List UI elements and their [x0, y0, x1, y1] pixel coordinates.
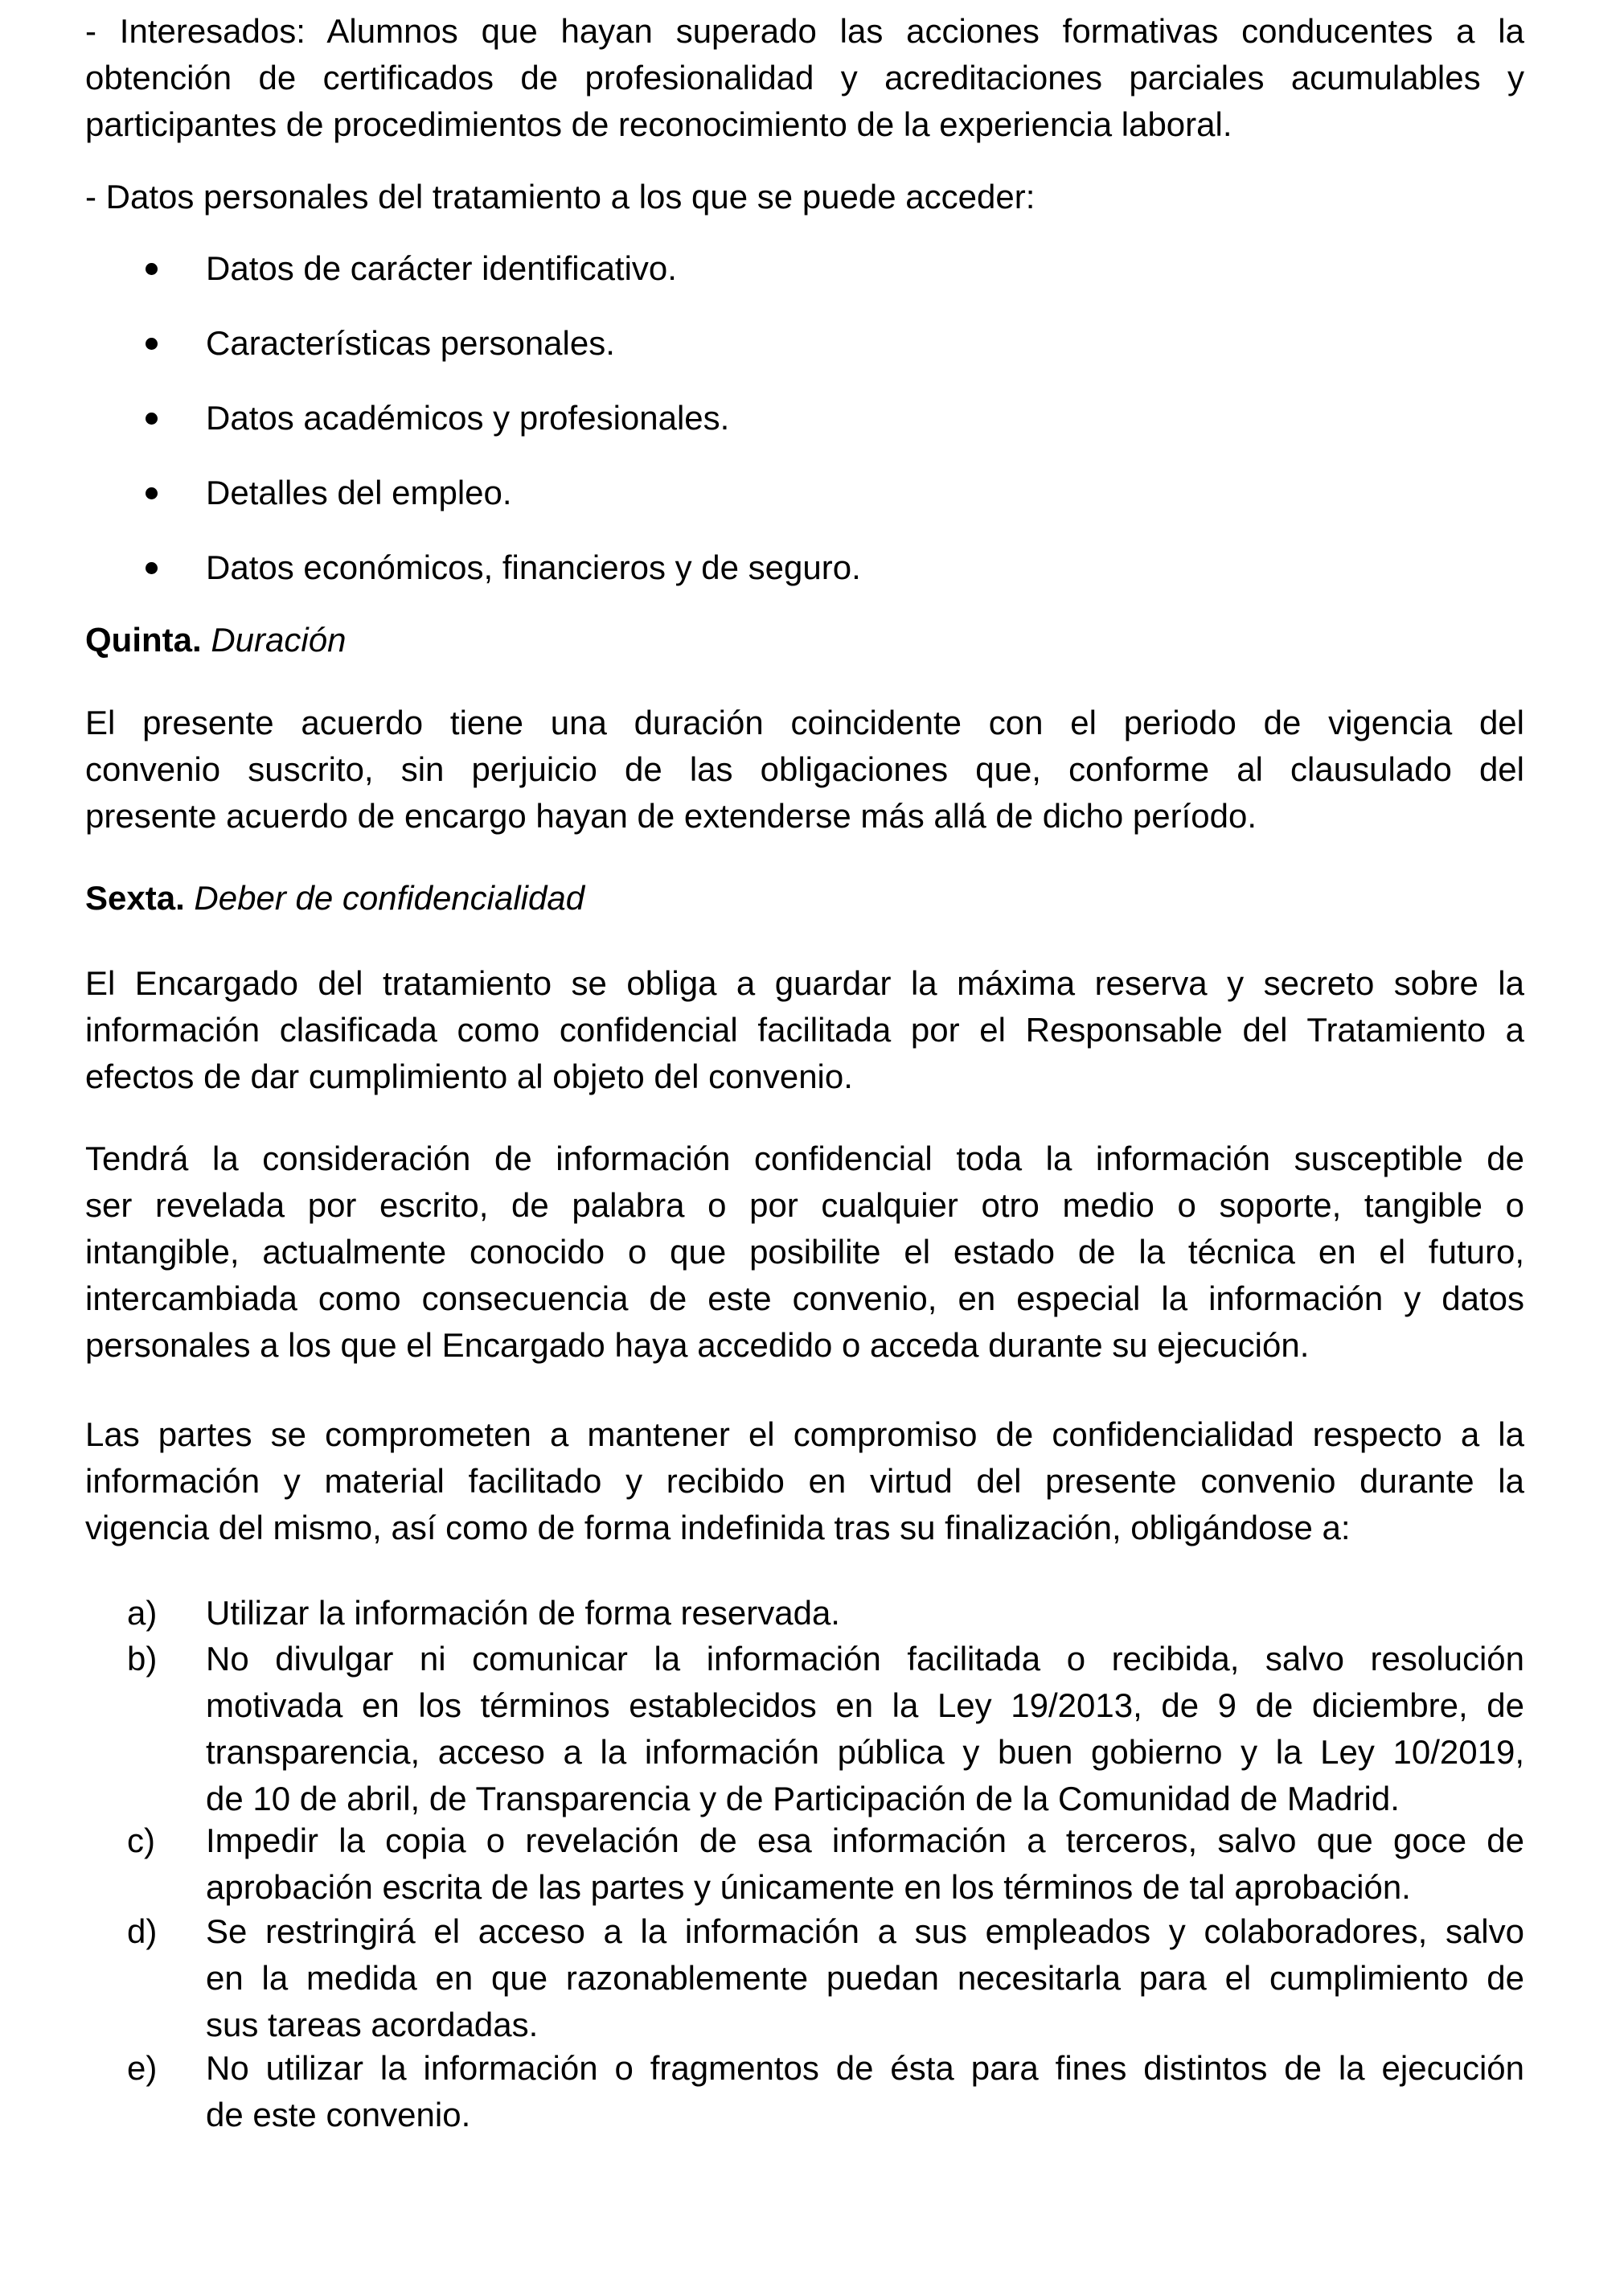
- text-line: motivada en los términos establecidos en la Ley 19/2013, de 9 de diciembre, de: [206, 1686, 1524, 1724]
- text-line: Impedir la copia o revelación de esa información a terceros, salvo que goce de: [206, 1821, 1524, 1859]
- paragraph-confidencialidad-2: [85, 1136, 1524, 1369]
- text-line: El Encargado del tratamiento se obliga a guardar la máxima reserva y secreto sobre la: [85, 964, 1524, 1002]
- list-marker: d): [127, 1912, 158, 1951]
- list-marker: b): [127, 1639, 158, 1678]
- clause-title: Duración: [211, 621, 347, 659]
- list-item-text: Datos de carácter identificativo.: [206, 249, 677, 287]
- text-line: intangible, actualmente conocido o que posibilite el estado de la técnica en el futuro,: [85, 1233, 1524, 1271]
- text-line: convenio suscrito, sin perjuicio de las obligaciones que, conforme al clausulado del: [85, 750, 1524, 788]
- list-item-text: [206, 1590, 1524, 1637]
- list-item: [85, 544, 1524, 591]
- text-line: El presente acuerdo tiene una duración coincidente con el periodo de vigencia del: [85, 704, 1524, 741]
- paragraph-datos-personales: [85, 174, 1524, 220]
- text-line: ser revelada por escrito, de palabra o por cualquier otro medio o soporte, tangible o: [85, 1186, 1524, 1224]
- list-marker: a): [127, 1594, 158, 1632]
- text-line: obtención de certificados de profesionalidad y acreditaciones parciales acumulables y: [85, 59, 1524, 97]
- paragraph-confidencialidad-3: [85, 1411, 1524, 1551]
- text-line: de 10 de abril, de Transparencia y de Participación de la Comunidad de Madrid.: [206, 1779, 1400, 1817]
- text-line: en la medida en que razonablemente puedan necesitarla para el cumplimiento de: [206, 1959, 1524, 1998]
- list-item: [85, 395, 1524, 441]
- list-item-text: Datos académicos y profesionales.: [206, 399, 730, 437]
- paragraph-confidencialidad-1: [85, 960, 1524, 1100]
- list-marker: c): [127, 1821, 155, 1859]
- text-line: participantes de procedimientos de reconocimiento de la experiencia laboral.: [85, 105, 1232, 143]
- text-line: No utilizar la información o fragmentos de ésta para fines distintos de la ejecución: [206, 2049, 1524, 2087]
- text-line: efectos de dar cumplimiento al objeto del convenio.: [85, 1057, 853, 1095]
- list-item: [85, 245, 1524, 292]
- text-line: transparencia, acceso a la información pública y buen gobierno y la Ley 10/2019,: [206, 1732, 1524, 1771]
- bullet-icon: [146, 562, 158, 574]
- list-marker: e): [127, 2049, 158, 2087]
- text-line: presente acuerdo de encargo hayan de extenderse más allá de dicho período.: [85, 797, 1257, 835]
- text-line: No divulgar ni comunicar la información facilitada o recibida, salvo resolución: [206, 1639, 1524, 1678]
- text-line: sus tareas acordadas.: [206, 2006, 539, 2044]
- list-item-text: [206, 1908, 1524, 2048]
- paragraph-interesados: [85, 8, 1524, 148]
- heading-sexta: [85, 875, 1524, 922]
- bullet-icon: [146, 413, 158, 425]
- clause-title: Deber de confidencialidad: [194, 879, 585, 917]
- text-line: información y material facilitado y recibido en virtud del presente convenio durante la: [85, 1462, 1524, 1500]
- bullet-icon: [146, 263, 158, 275]
- text-line: intercambiada como consecuencia de este convenio, en especial la información y datos: [85, 1279, 1524, 1317]
- list-item-text: Características personales.: [206, 324, 615, 362]
- text-line: Utilizar la información de forma reservada.: [206, 1594, 840, 1632]
- list-item: [85, 320, 1524, 367]
- text-line: Se restringirá el acceso a la información a sus empleados y colaboradores, salvo: [206, 1912, 1524, 1951]
- text-line: aprobación escrita de las partes y únicamente en los términos de tal aprobación.: [206, 1868, 1411, 1906]
- list-item-text: Datos económicos, financieros y de seguro.: [206, 548, 861, 586]
- list-item: [85, 470, 1524, 516]
- text-line: Las partes se comprometen a mantener el compromiso de confidencialidad respecto a la: [85, 1415, 1524, 1453]
- text-line: información clasificada como confidencial facilitada por el Responsable del Tratamiento a: [85, 1011, 1524, 1049]
- clause-number: Quinta.: [85, 621, 202, 659]
- text-line: personales a los que el Encargado haya accedido o acceda durante su ejecución.: [85, 1326, 1310, 1364]
- clause-number: Sexta.: [85, 879, 185, 917]
- heading-quinta: [85, 617, 1524, 663]
- bullet-icon: [146, 487, 158, 499]
- bullet-icon: [146, 338, 158, 350]
- text-line: - Datos personales del tratamiento a los que se puede acceder:: [85, 178, 1036, 216]
- text-line: - Interesados: Alumnos que hayan superado las acciones formativas conducentes a la: [85, 12, 1524, 50]
- paragraph-duracion: [85, 700, 1524, 840]
- list-item-text: [206, 1817, 1524, 1911]
- list-item-text: [206, 2045, 1524, 2138]
- list-item-text: Detalles del empleo.: [206, 474, 512, 511]
- text-line: Tendrá la consideración de información confidencial toda la información susceptible de: [85, 1140, 1524, 1177]
- text-line: de este convenio.: [206, 2096, 471, 2133]
- list-item-text: [206, 1636, 1524, 1822]
- text-line: vigencia del mismo, así como de forma indefinida tras su finalización, obligándose a:: [85, 1509, 1351, 1546]
